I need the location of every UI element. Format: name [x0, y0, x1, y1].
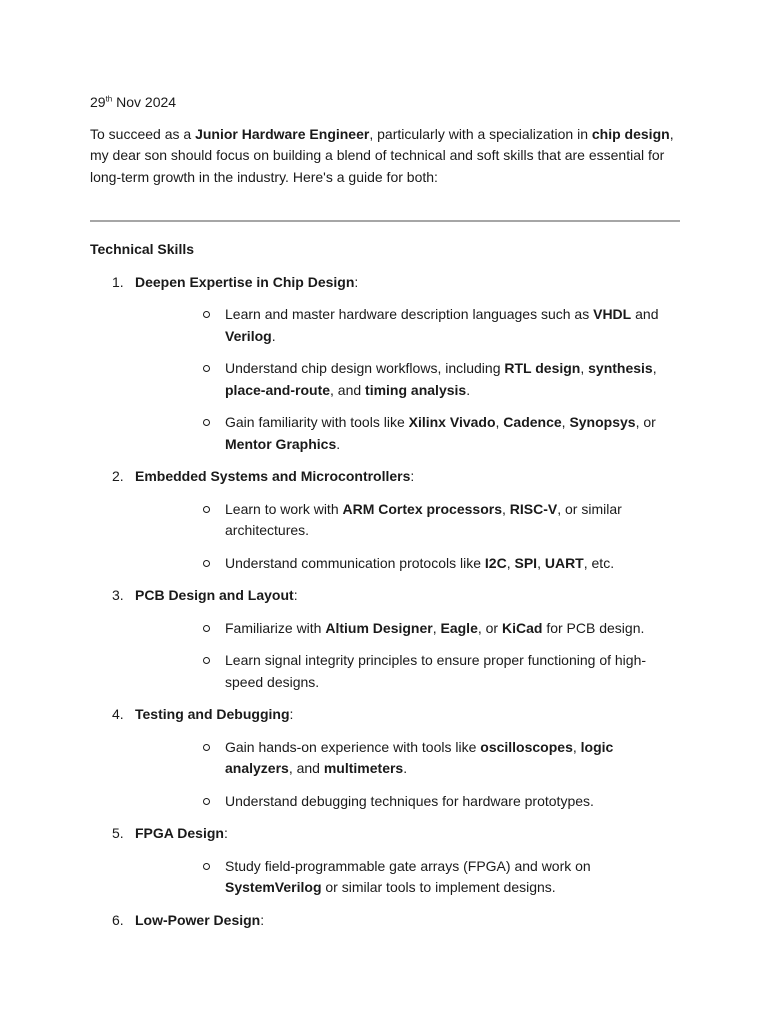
skill-title	[135, 466, 680, 488]
bold-text: Cadence	[503, 414, 562, 430]
sub-item	[135, 650, 680, 693]
intro-paragraph	[90, 124, 680, 189]
text-run: To succeed as a	[90, 125, 196, 142]
text-run: and	[631, 306, 659, 322]
text-run: Study field-programmable gate arrays (FPGA) and work on	[225, 857, 591, 874]
bold-text: Deepen Expertise in Chip Design	[135, 273, 355, 290]
bold-text: RTL design	[504, 360, 581, 376]
skill-title	[135, 704, 680, 726]
text-run: Learn and master hardware description languages such as	[225, 306, 594, 322]
text-run: , and	[288, 760, 324, 776]
bold-text: Altium Designer	[325, 619, 433, 636]
bold-text: VHDL	[593, 306, 632, 322]
list-number: 2.	[112, 468, 124, 484]
text-run: , and	[330, 381, 366, 398]
text-run: for PCB design.	[542, 619, 645, 636]
text-run: Understand debugging techniques for hardware prototypes.	[225, 792, 594, 809]
text-run: .	[336, 435, 341, 452]
bold-text: Low-Power Design	[135, 911, 261, 928]
text-run: :	[289, 706, 294, 722]
text-run: ,	[432, 619, 441, 636]
skill-title	[135, 272, 680, 294]
hollow-circle-bullet-icon	[203, 625, 210, 632]
bold-text: timing analysis	[365, 381, 467, 398]
text-run: :	[410, 468, 415, 484]
date-day: 29	[90, 94, 106, 110]
text-run: ,	[580, 360, 589, 376]
bold-text: RISC-V	[509, 500, 558, 517]
bold-text: Junior Hardware Engineer	[195, 125, 370, 142]
hollow-circle-bullet-icon	[203, 506, 210, 513]
skill-title	[135, 823, 680, 845]
hollow-circle-bullet-icon	[203, 863, 210, 870]
bold-text: multimeters	[323, 760, 404, 776]
text-run: ,	[502, 500, 510, 517]
sub-item	[135, 737, 680, 780]
skill-item	[90, 585, 680, 693]
text-run: Understand communication protocols like	[225, 554, 485, 571]
bold-text: FPGA Design	[135, 825, 224, 841]
bold-text: SPI	[514, 554, 538, 571]
hollow-circle-bullet-icon	[203, 365, 210, 372]
text-run: Gain hands-on experience with tools like	[225, 738, 481, 755]
list-number: 4.	[112, 706, 124, 722]
skill-item	[90, 704, 680, 812]
date-rest: Nov 2024	[112, 94, 177, 110]
hollow-circle-bullet-icon	[203, 657, 210, 664]
text-run: .	[403, 760, 408, 776]
sub-item	[135, 304, 680, 347]
bold-text: SystemVerilog	[225, 879, 322, 895]
text-run: ,	[561, 414, 570, 430]
list-number: 3.	[112, 587, 124, 603]
text-run: :	[293, 587, 298, 603]
sub-item	[135, 499, 680, 542]
bold-text: place-and-route	[225, 381, 331, 398]
skill-title	[135, 585, 680, 607]
text-run: , my dear son should focus on building a blend of technical and soft skills that are essential for long-term growth in the industry. Here's a guide for both:	[90, 125, 674, 185]
bold-text: logic analyzers	[225, 738, 614, 776]
hollow-circle-bullet-icon	[203, 311, 210, 318]
bold-text: Testing and Debugging	[135, 706, 290, 722]
sub-list	[135, 856, 680, 899]
bold-text: PCB Design and Layout	[135, 587, 294, 603]
skill-item	[90, 823, 680, 899]
skill-item	[90, 910, 680, 932]
text-run: Learn to work with	[225, 500, 343, 517]
text-run: ,	[506, 554, 515, 571]
text-run: ,	[495, 414, 504, 430]
text-run: , or similar architectures.	[225, 500, 622, 538]
skills-list	[90, 272, 680, 932]
bold-text: Verilog	[225, 327, 272, 344]
bold-text: KiCad	[501, 619, 543, 636]
skill-item	[90, 466, 680, 574]
skill-item	[90, 272, 680, 456]
bold-text: Xilinx Vivado	[408, 414, 496, 430]
text-run: , or	[477, 619, 502, 636]
sub-list	[135, 499, 680, 575]
text-run: , or	[635, 414, 656, 430]
text-run: ,	[572, 738, 581, 755]
text-run: Learn signal integrity principles to ensure proper functioning of high-speed designs.	[225, 652, 647, 690]
list-number: 6.	[112, 911, 124, 928]
text-run: or similar tools to implement designs.	[321, 879, 556, 895]
date-suffix: th	[105, 94, 113, 104]
hollow-circle-bullet-icon	[203, 798, 210, 805]
hollow-circle-bullet-icon	[203, 419, 210, 426]
text-run: ,	[537, 554, 545, 571]
document-content	[90, 92, 680, 942]
list-number: 1.	[112, 273, 124, 290]
bold-text: I2C	[484, 554, 507, 571]
bold-text: oscilloscopes	[480, 738, 573, 755]
sub-item	[135, 553, 680, 575]
bold-text: UART	[544, 554, 584, 571]
text-run: .	[466, 381, 471, 398]
bold-text: synthesis	[588, 360, 653, 376]
text-run: Familiarize with	[225, 619, 326, 636]
list-number: 5.	[112, 825, 124, 841]
sub-item	[135, 791, 680, 813]
text-run: Gain familiarity with tools like	[225, 414, 409, 430]
sub-list	[135, 304, 680, 455]
hollow-circle-bullet-icon	[203, 560, 210, 567]
text-run: :	[260, 911, 265, 928]
text-run: , particularly with a specialization in	[369, 125, 592, 142]
hollow-circle-bullet-icon	[203, 744, 210, 751]
section-title: Technical Skills	[90, 241, 195, 257]
sub-list	[135, 737, 680, 813]
letter-date	[90, 92, 680, 114]
text-run: ,	[652, 360, 657, 376]
bold-text: chip design	[591, 125, 670, 142]
skill-title	[135, 910, 680, 932]
text-run: Understand chip design workflows, including	[225, 360, 505, 376]
sub-item	[135, 618, 680, 640]
sub-item	[135, 856, 680, 899]
text-run: , etc.	[583, 554, 615, 571]
bold-text: Eagle	[440, 619, 478, 636]
bold-text: Mentor Graphics	[225, 435, 337, 452]
sub-list	[135, 618, 680, 694]
sub-item	[135, 358, 680, 401]
bold-text: ARM Cortex processors	[342, 500, 502, 517]
sub-item	[135, 412, 680, 455]
bold-text: Embedded Systems and Microcontrollers	[135, 468, 411, 484]
bold-text: Synopsys	[569, 414, 636, 430]
text-run: :	[223, 825, 228, 841]
text-run: .	[271, 327, 276, 344]
text-run: :	[354, 273, 359, 290]
horizontal-divider	[90, 220, 680, 222]
